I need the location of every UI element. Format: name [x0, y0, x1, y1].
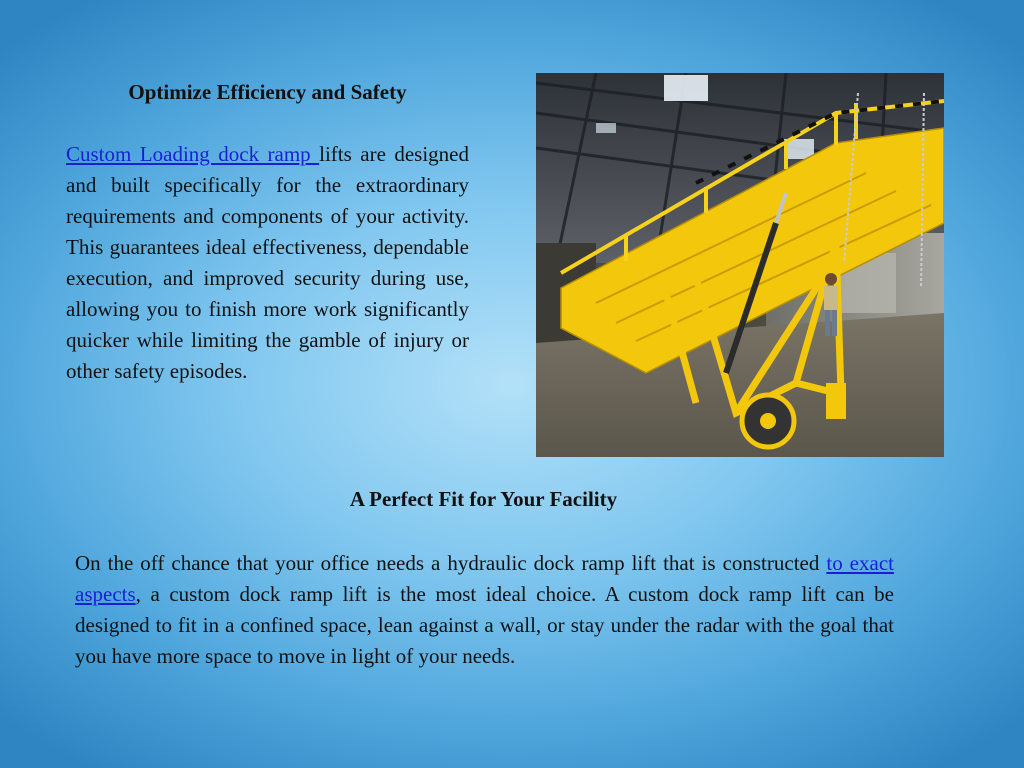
section2-body-text-start: On the off chance that your office needs a hydraulic dock ramp lift that is constructed	[75, 551, 827, 575]
section2-paragraph	[75, 548, 894, 672]
section1-paragraph	[66, 139, 469, 387]
to-exact-aspects-link[interactable]: to exact aspects	[75, 551, 894, 606]
section2-heading: A Perfect Fit for Your Facility	[349, 487, 618, 511]
custom-loading-dock-ramp-link[interactable]: Custom Loading dock ramp	[66, 142, 320, 166]
section1-body-text: lifts are designed and built specifically for the extraordinary requirements and components of your activity. This guarantees ideal effectiveness, dependable execution, and improved security during use, allowing you to finish more work significantly quicker while limiting the gamble of injury or other safety episodes.	[66, 142, 469, 383]
dock-ramp-illustration	[536, 73, 944, 457]
dock-ramp-photo	[536, 73, 944, 457]
section1-heading: Optimize Efficiency and Safety	[128, 80, 407, 104]
ramp-wheel	[742, 395, 794, 447]
section2-body-text-end: , a custom dock ramp lift is the most ideal choice. A custom dock ramp lift can be designed to fit in a confined space, lean against a wall, or stay under the radar with the goal that you have more space to move in light of your needs.	[75, 582, 894, 668]
